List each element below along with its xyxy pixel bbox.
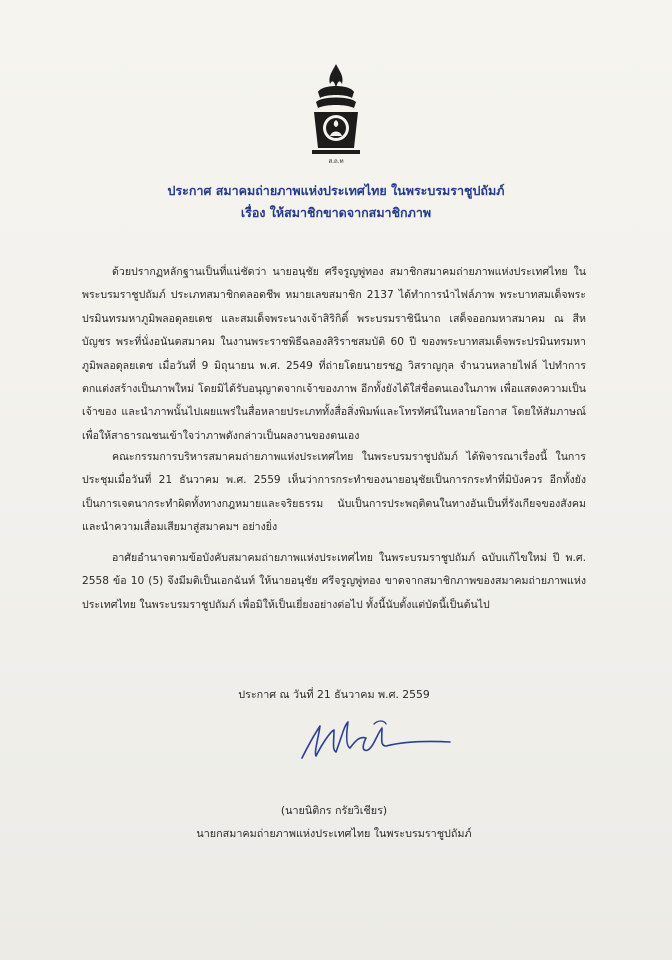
body-paragraph-3: อาศัยอำนาจตามข้อบังคับสมาคมถ่ายภาพแห่งประเทศไทย ในพระบรมราชูปถัมภ์ ฉบับแก้ไขใหม่ ปี พ.ศ. 2558 ข้อ 10 (5) จึงมีมติเป็นเอกฉันท์ ให้นายอนุชัย ศรีจรูญพู่ทอง ขาดจากสมาชิกภาพของสมาคมถ่ายภาพแห่งประเทศไทย ในพระบรมราชูปถัมภ์ เพื่อมิให้เป็นเยี่ยงอย่างต่อไป ทั้งนี้นับตั้งแต่บัดนี้เป็นต้นไป	[82, 552, 586, 611]
handwritten-signature	[290, 706, 460, 772]
body-paragraph-1: ด้วยปรากฏหลักฐานเป็นที่แน่ชัดว่า นายอนุชัย ศรีจรูญพู่ทอง สมาชิกสมาคมถ่ายภาพแห่งประเทศไทย ในพระบรมราชูปถัมภ์ ประเภทสมาชิกตลอดชีพ หมายเลขสมาชิก 2137 ได้ทำการนำไฟล์ภาพ พระบาทสมเด็จพระปรมินทรมหาภูมิพลอดุลยเดช และสมเด็จพระนางเจ้าสิริกิติ์ พระบรมราชินีนาถ เสด็จออกมหาสมาคม ณ สีหบัญชร พระที่นั่งอนันตสมาคม ในงานพระราชพิธีฉลองสิริราชสมบัติ 60 ปี ของพระบาทสมเด็จพระปรมินทรมหาภูมิพลอดุลยเดช เมื่อวันที่ 9 มิถุนายน พ.ศ. 2549 ที่ถ่ายโดยนายรชฏ วิสราญกุล จำนวนหลายไฟล์ ไปทำการตกแต่งสร้างเป็นภาพใหม่ โดยมิได้รับอนุญาตจากเจ้าของภาพ อีกทั้งยังได้ใส่ชื่อตนเองในภาพ เพื่อแสดงความเป็นเจ้าของ และนำภาพนั้นไปเผยแพร่ในสื่อหลายประเภททั้งสื่อสิ่งพิมพ์และโทรทัศน์ในหลายโอกาส โดยให้สัมภาษณ์เพื่อให้สาธารณชนเข้าใจว่าภาพดังกล่าวเป็นผลงานของตนเอง	[82, 266, 586, 442]
body-paragraph-2: คณะกรรมการบริหารสมาคมถ่ายภาพแห่งประเทศไทย ในพระบรมราชูปถัมภ์ ได้พิจารณาเรื่องนี้ ในการประชุมเมื่อวันที่ 21 ธันวาคม พ.ศ. 2559 เห็นว่าการกระทำของนายอนุชัยเป็นการกระทำที่มิบังควร อีกทั้งยังเป็นการเจตนากระทำผิดทั้งทางกฎหมายและจริยธรรม นับเป็นการประพฤติตนในทางอันเป็นที่รังเกียจของสังคม และนำความเสื่อมเสียมาสู่สมาคมฯ อย่างยิ่ง	[82, 451, 586, 534]
signer-title: นายกสมาคมถ่ายภาพแห่งประเทศไทย ในพระบรมราชูปถัมภ์	[196, 827, 472, 840]
association-emblem-icon	[308, 62, 364, 166]
announcement-date: ประกาศ ณ วันที่ 21 ธันวาคม พ.ศ. 2559	[238, 688, 430, 701]
announcement-subject: เรื่อง ให้สมาชิกขาดจากสมาชิกภาพ	[240, 205, 432, 220]
announcement-title: ประกาศ สมาคมถ่ายภาพแห่งประเทศไทย ในพระบรมราชูปถัมภ์	[167, 183, 505, 198]
emblem-caption: ส.ถ.ท	[328, 158, 344, 165]
signer-name: (นายนิติกร กรัยวิเชียร)	[280, 804, 388, 817]
